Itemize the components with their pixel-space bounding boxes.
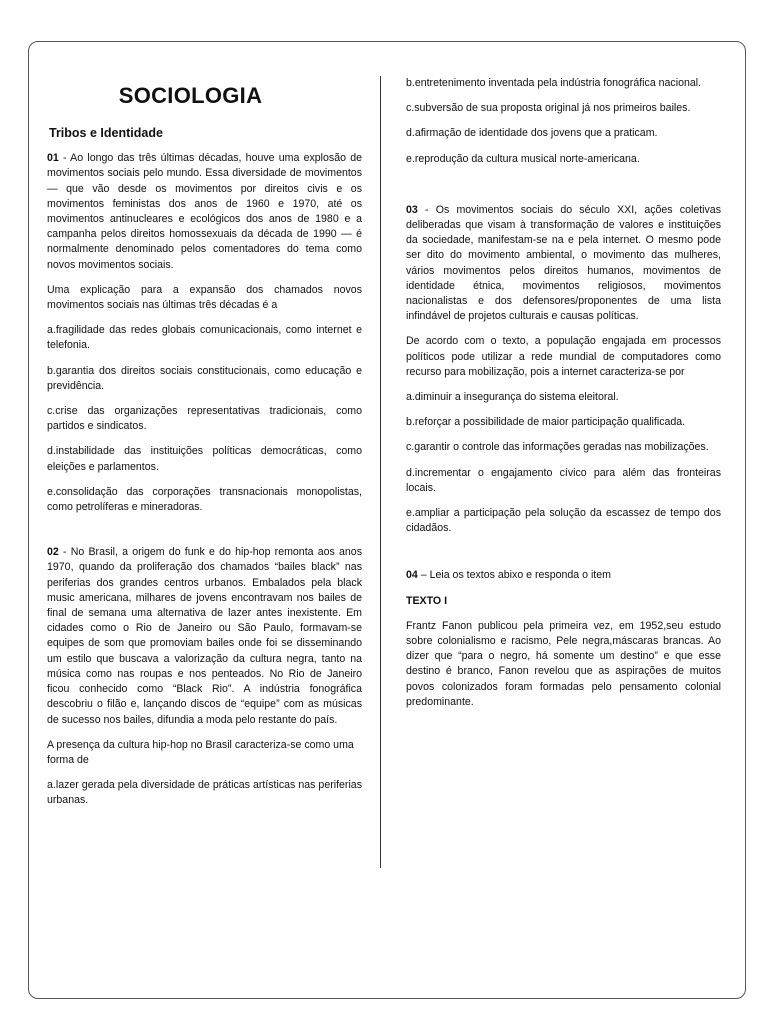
question-2-text: 02 - No Brasil, a origem do funk e do hip-hop remonta aos anos 1970, quando da proliferação dos chamados “bailes black” nas periferias dos grandes centros urbanos. Embalados pela black music americana, milhares de jovens encontravam nos bailes de final de semana uma alternativa de lazer antes inexistente. Em cidades como o Rio de Janeiro ou São Paulo, formavam-se equipes de som que promoviam bailes onde foi se disseminando um estilo que buscava a valorização da cultura negra, tanto na música como nas roupas e nos penteados. No Rio de Janeiro ficou conhecido como “Black Rio”. A indústria fonográfica descobriu o filão e, lançando discos de “equipe” com as músicas de sucesso nos bailes, difundia a moda pelo restante do país. (47, 546, 362, 726)
question-4-text-label: TEXTO I (406, 594, 448, 607)
question-1-option-b: b.garantia dos direitos sociais constitucionais, como educação e previdência. (47, 364, 362, 392)
question-3-option-e: e.ampliar a participação pela solução da escassez de tempo dos cidadãos. (406, 507, 721, 535)
question-3-option-b: b.reforçar a possibilidade de maior participação qualificada. (406, 416, 686, 429)
question-2-prompt: A presença da cultura hip-hop no Brasil caracteriza-se como uma forma de (47, 738, 354, 766)
question-3-prompt: De acordo com o texto, a população engajada em processos políticos pode utilizar a rede mundial de computadores como recurso para mobilização, pois a internet caracteriza-se por (406, 335, 721, 378)
question-2-option-b: b.entretenimento inventada pela indústria fonográfica nacional. (406, 77, 702, 89)
question-1-option-e: e.consolidação das corporações transnacionais monopolistas, como petrolíferas e mineradoras. (47, 485, 362, 514)
question-3-number: 03 (406, 203, 418, 216)
question-3-text: 03 - Os movimentos sociais do século XXI, ações coletivas deliberadas que visam à transformação de valores e instituições da sociedade, manifestam-se na e pela internet. O mesmo pode ser dito do movimento ambiental, o movimento das mulheres, vários movimentos pelos direitos humanos, movimentos de identidade étnica, movimentos religiosos, movimentos nacionalistas e dos defensores/proponentes de uma lista infindável de projetos culturais e causas políticas. (406, 203, 721, 323)
column-divider (380, 76, 381, 868)
question-3-option-d: d.incrementar o engajamento cívico para além das fronteiras locais. (406, 466, 721, 494)
question-2-option-c: c.subversão de sua proposta original já nos primeiros bailes. (406, 102, 691, 115)
question-1-option-c: c.crise das organizações representativas tradicionais, como partidos e sindicatos. (47, 405, 362, 433)
question-4-intro: 04 – Leia os textos abixo e responda o item (406, 569, 611, 582)
question-2-option-e: e.reprodução da cultura musical norte-americana. (406, 152, 640, 165)
question-3-option-a: a.diminuir a insegurança do sistema eleitoral. (406, 391, 619, 404)
question-1-option-d: d.instabilidade das instituições políticas democráticas, como eleições e parlamentos. (47, 445, 362, 473)
question-1-number: 01 (47, 152, 59, 165)
section-subtitle: Tribos e Identidade (49, 126, 163, 140)
right-column (406, 76, 721, 720)
question-4-number: 04 (406, 569, 418, 582)
question-1-prompt: Uma explicação para a expansão dos chamados novos movimentos sociais nas últimas três décadas é a (47, 283, 362, 312)
question-2-option-a: a.lazer gerada pela diversidade de práticas artísticas nas periferias urbanas. (47, 779, 362, 807)
question-1-option-a: a.fragilidade das redes globais comunicacionais, como internet e telefonia. (47, 324, 362, 352)
document-page (28, 41, 746, 999)
question-4-text-1: Frantz Fanon publicou pela primeira vez, em 1952,seu estudo sobre colonialismo e racismo, Pele negra,máscaras brancas. Ao dizer que “para o negro, há somente um destino” e que esse destino é branco, Fanon revelou que as aspirações de muitos povos colonizados foram formadas pelo pensamento colonial predominante. (406, 619, 721, 708)
question-2-number: 02 (47, 546, 59, 559)
page-title: SOCIOLOGIA (118, 83, 263, 108)
left-column (47, 76, 362, 819)
question-3-option-c: c.garantir o controle das informações geradas nas mobilizações. (406, 441, 709, 454)
question-2-option-d: d.afirmação de identidade dos jovens que a praticam. (406, 127, 658, 140)
question-1-text: 01 - Ao longo das três últimas décadas, houve uma explosão de movimentos sociais pelo mundo. Essa diversidade de movimentos — que vão desde os movimentos por direitos civis e os movimentos feministas dos anos de 1960 e 1970, até os movimentos antinucleares e ecológicos dos anos de 1980 e a campanha pelos direitos homossexuais da década de 1990 — é normalmente denominado pelos comentadores do tema como novos movimentos sociais. (47, 152, 362, 271)
